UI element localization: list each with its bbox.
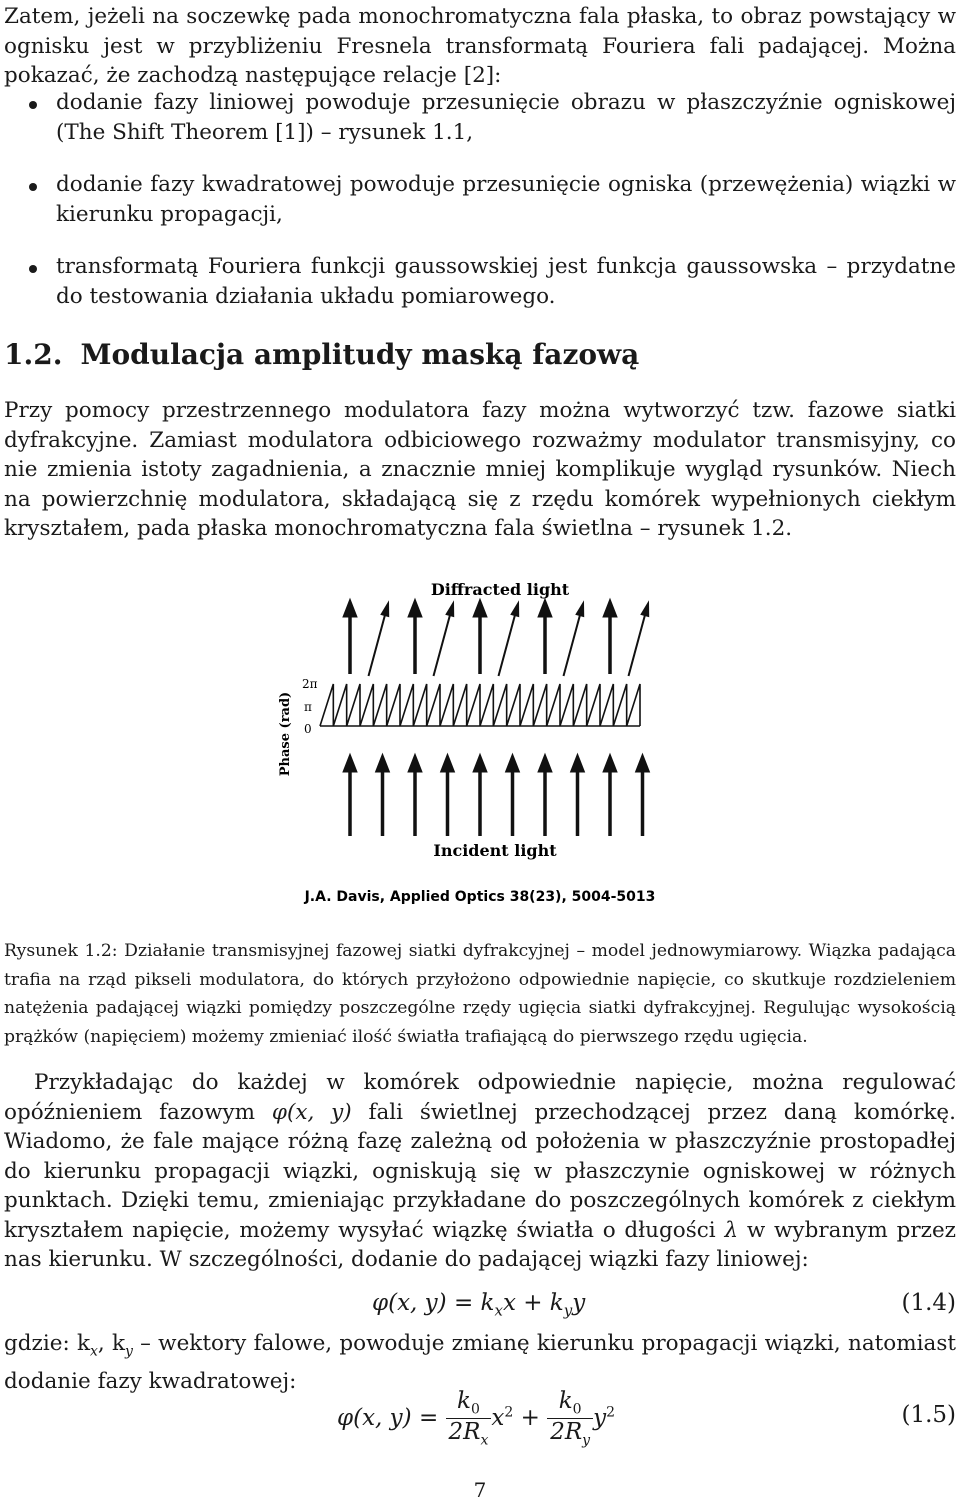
list-item <box>4 170 956 229</box>
list-item-text: dodanie fazy liniowej powoduje przesunięcie obrazu w płaszczyźnie ogniskowej (The Shift Theorem [1]) – rysunek 1.1, <box>56 90 956 145</box>
equation-body <box>372 1290 585 1320</box>
paragraph-text: Przykładając do każdej w komórek odpowiednie napięcie, można regulować opóźnieniem fazowym <box>4 1070 956 1125</box>
incident-light-label: Incident light <box>433 841 557 860</box>
arrow-head <box>538 754 552 772</box>
numerator <box>547 1388 593 1419</box>
eq-text: y <box>593 1405 607 1432</box>
equation-number: (1.4) <box>901 1290 956 1316</box>
eq-text: 2R <box>448 1418 481 1445</box>
bullet-icon <box>29 265 37 273</box>
eq-text: k <box>558 1388 573 1414</box>
equation-body <box>337 1388 615 1448</box>
equation-1-4 <box>0 1290 960 1330</box>
paragraph-modulator: Przy pomocy przestrzennego modulatora fazy można wytworzyć tzw. fazowe siatki dyfrakcyjne. Zamiast modulatora odbiciowego rozważmy modulator transmisyjny, co nie zmienia istoty zagadnienia, a znacznie mniej komplikuje wygląd rysunków. Niech na powierzchnię modulatora, składającą się z rzędu komórek wypełnionych ciekłym kryształem, pada płaska monochromatyczna fala świetlna – rysunek 1.2. <box>4 398 956 541</box>
eq-text: x <box>491 1405 505 1432</box>
eq-subscript: x <box>494 1301 503 1320</box>
intro-paragraph: Zatem, jeżeli na soczewkę pada monochromatyczna fala płaska, to obraz powstający w ognisku jest w przybliżeniu Fresnela transformatą Fouriera fali padającej. Można pokazać, że zachodzą następujące relacje [2]: <box>4 4 956 88</box>
phi-symbol: φ(x, y) <box>271 1099 352 1125</box>
eq-text: k <box>457 1388 471 1414</box>
arrow-head <box>603 754 617 772</box>
arrow-head <box>506 754 520 772</box>
paragraph-text: gdzie: k <box>4 1331 90 1356</box>
figure-caption: Rysunek 1.2: Działanie transmisyjnej fazowej siatki dyfrakcyjnej – model jednowymiarowy. Wiązka padająca trafia na rząd pikseli modulatora, do których przyłożono odpowiednie napięcie, co skutkuje rozdzieleniem natężenia padającej wiązki pomiędzy poszczególne rzędy ugięcia siatki dyfrakcyjnej. Regulując wysokością prążków (napięciem) możemy zmieniać ilość światła trafiającą do pierwszego rzędu ugięcia. <box>4 941 956 1047</box>
eq-subscript: y <box>582 1432 591 1449</box>
eq-text: y <box>572 1290 586 1316</box>
section-number: 1.2. <box>4 338 63 371</box>
arrow-shaft <box>564 616 580 676</box>
arrow-head <box>473 599 487 617</box>
list-item <box>4 88 956 147</box>
paragraph-text: – wektory falowe, powoduje zmianę kierunku propagacji wiązki, natomiast dodanie fazy kwadratowej: <box>4 1331 956 1394</box>
eq-superscript: 2 <box>504 1404 514 1421</box>
tick-2pi-label: 2π <box>302 677 318 691</box>
subscript: y <box>125 1343 133 1360</box>
fraction-x <box>446 1388 492 1448</box>
arrow-head <box>511 602 519 617</box>
incident-arrows <box>343 754 650 836</box>
arrow-shaft <box>434 616 450 676</box>
fraction-y <box>547 1388 593 1448</box>
section-title: Modulacja amplitudy maską fazową <box>80 338 640 371</box>
denominator <box>547 1419 593 1449</box>
arrow-head <box>381 602 389 617</box>
arrow-head <box>408 599 422 617</box>
numerator <box>446 1388 492 1419</box>
arrow-head <box>446 602 454 617</box>
paragraph-text: w wybranym przez nas kierunku. W szczególności, dodanie do padającej wiązki fazy liniowej: <box>4 1217 957 1272</box>
arrow-shaft <box>369 616 385 676</box>
eq-text: φ(x, y) = <box>337 1405 439 1432</box>
figure-citation: J.A. Davis, Applied Optics 38(23), 5004-5013 <box>304 889 656 905</box>
eq-subscript: 0 <box>470 1401 480 1418</box>
equation-1-5 <box>0 1384 960 1456</box>
lambda-symbol: λ <box>724 1217 739 1243</box>
arrow-head <box>576 602 584 617</box>
arrow-head <box>343 599 357 617</box>
list-item-text: dodanie fazy kwadratowej powoduje przesunięcie ogniska (przewężenia) wiązki w kierunku propagacji, <box>56 172 956 227</box>
sawtooth-phase-profile <box>320 684 640 726</box>
arrow-head <box>641 602 649 617</box>
phase-axis-label: Phase (rad) <box>278 691 293 777</box>
paragraph-text: , k <box>97 1331 125 1356</box>
arrow-head <box>636 754 650 772</box>
denominator <box>446 1419 492 1449</box>
arrow-head <box>473 754 487 772</box>
eq-text: x + k <box>502 1290 564 1316</box>
arrow-head <box>571 754 585 772</box>
tick-0-label: 0 <box>304 722 312 736</box>
arrow-head <box>376 754 390 772</box>
section-heading <box>4 338 639 371</box>
diffraction-grating-figure <box>270 574 680 914</box>
paragraph-text: fali świetlnej przechodzącej przez daną komórkę. Wiadomo, że fale mające różną fazę zależną od położenia w płaszczyźnie prostopadłej do kierunku propagacji wiązki, ogniskują się w płaszczynie ogniskowej w różnych punktach. Dzięki temu, zmieniając przykładane do poszczególnych komórek z ciekłym kryształem napięcie, możemy wysyłać wiązkę światła o długości <box>4 1099 956 1243</box>
arrow-head <box>343 754 357 772</box>
arrow-head <box>538 599 552 617</box>
arrow-head <box>603 599 617 617</box>
eq-subscript: 0 <box>572 1401 582 1418</box>
equation-number: (1.5) <box>901 1402 956 1428</box>
bullet-icon <box>29 101 37 109</box>
eq-subscript: x <box>480 1432 489 1449</box>
subscript: x <box>89 1343 98 1360</box>
eq-term <box>491 1405 513 1431</box>
tick-pi-label: π <box>304 700 312 714</box>
eq-term <box>593 1405 615 1431</box>
arrow-head <box>441 754 455 772</box>
page-number: 7 <box>473 1478 487 1502</box>
eq-superscript: 2 <box>606 1404 616 1421</box>
bullet-icon <box>29 183 37 191</box>
relations-list <box>4 88 956 334</box>
diffracted-light-label: Diffracted light <box>430 580 570 599</box>
arrow-shaft <box>499 616 515 676</box>
diffracted-arrows <box>343 599 649 676</box>
list-item <box>4 252 956 311</box>
phase-axis <box>278 677 318 776</box>
eq-text: φ(x, y) = k <box>372 1290 495 1316</box>
eq-subscript: y <box>563 1301 573 1320</box>
eq-text: 2R <box>550 1418 583 1445</box>
arrow-shaft <box>629 616 645 676</box>
paragraph-phase-delay <box>4 1068 956 1275</box>
arrow-head <box>408 754 422 772</box>
list-item-text: transformatą Fouriera funkcji gaussowskiej jest funkcja gaussowska – przydatne do testowania działania układu pomiarowego. <box>56 254 956 309</box>
eq-operator: + <box>520 1405 540 1432</box>
